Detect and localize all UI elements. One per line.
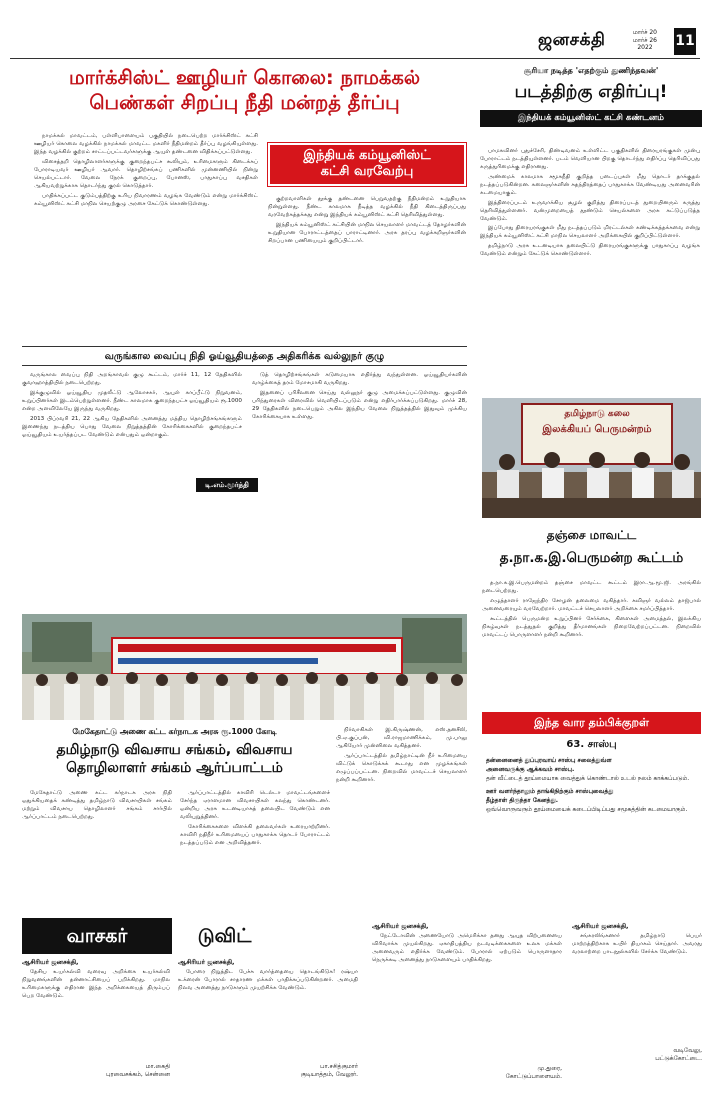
paragraph: 2013 பிப்ரவரி 21, 22 ஆகிய தேதிகளில் அனைத்து மத்திய தொழிற்சங்கங்களும் இணைந்து நடத்திய பொது வேலை நிறுத்தத்தின் கோரிக்கைகளில் குறைந்தபட்ச ஓய்வூதியம் உயர்த்தப்பட வேண்டும் என்பதும் ஒன்றாகும். bbox=[22, 415, 242, 438]
letter-text: போரை நிறுத்திட பேச்சு வார்த்தையை தொடங்கிடுக! ரஷ்யா உக்ரைன் போரால் சாதாரண மக்கள் பாதிக்கப்படுகின்றனர். அமைதி நிலவ அனைத்து நாடுகளும் முயற்சிக்க வேண்டும். bbox=[178, 969, 358, 991]
farmers-body-col3 bbox=[336, 727, 467, 912]
paragraph: இப்போது திரையரங்குகள் மீது நடத்தப்படும் மிரட்டல்கள் கண்டிக்கத்தக்கவை என்று இந்தியக் கம்யூனிஸ்ட் கட்சி மாநில செயலாளர் அறிக்கையில் குறிப்பிட்டுள்ளார். bbox=[480, 225, 700, 240]
paragraph: எழுத்தாளர் ராஜேந்திர சோழன் தலைமை வகித்தார். கவிஞர் வல்லம் தாஜ்பால் அனைவரையும் வரவேற்றார். மாவட்டச் செயலாளர் அறிக்கை சமர்ப்பித்தார். bbox=[482, 597, 701, 612]
film-subhead-box: இந்தியக் கம்யூனிஸ்ட் கட்சி கண்டனம் bbox=[480, 110, 702, 127]
paragraph: த.நா.க.இ.பெருமன்றம் தஞ்சை மாவட்ட கூட்டம் இரா.ஆ.மூ.ஜி. அரங்கில் நடைபெற்றது. bbox=[482, 580, 701, 594]
protest-photo-image bbox=[22, 614, 467, 720]
farmers-body-col2 bbox=[180, 790, 330, 912]
lead-headline-line: மார்க்சிஸ்ட் ஊழியர் கொலை: நாமக்கல் bbox=[68, 66, 421, 89]
letters-header bbox=[22, 918, 277, 954]
pension-headline-bar bbox=[22, 346, 467, 366]
letter-salutation: ஆசிரியர் ஜனசக்தி, bbox=[572, 922, 629, 930]
letter-card bbox=[178, 958, 358, 1102]
letter-place: பட்டுக்கோட்டை. bbox=[655, 1055, 702, 1062]
letter-salutation: ஆசிரியர் ஜனசக்தி, bbox=[178, 958, 235, 966]
couplet-line: தன்னைனைத் துப்புரவாய் சாஸ்பு சலைத்துவ்ள bbox=[486, 757, 612, 764]
paragraph: நிர்வாகிகள் இ.கிருஷ்ணன், எஸ்.தனசீலி, பி.ஏ.குப்பன், வி.ராஜமாணிக்கம், மு.பாலு ஆகியோர் முன்னிலை வகித்தனர். bbox=[336, 727, 467, 749]
letters-header-tail: டுவிட் bbox=[197, 925, 252, 947]
page-number: 11 bbox=[674, 28, 696, 55]
thanjavur-headings bbox=[482, 528, 701, 568]
thanjavur-headline: த.நா.க.இ.பெருமன்ற கூட்டம் bbox=[499, 550, 684, 566]
masthead bbox=[0, 0, 723, 62]
cpi-box-title bbox=[268, 143, 466, 186]
paragraph: இந்தியக் கம்யூனிஸ்ட் கட்சியின் மாநில செயலாளர் மாவட்டத் தோழர்களின் உறுதியான போராட்டத்தைப் பாராட்டினார். அரசு தரப்பு வழக்கறிஞர்களின் சிறப்பான பணியையும் குறிப்பிட்டார். bbox=[268, 221, 466, 244]
masthead-rule bbox=[10, 58, 700, 59]
farmers-kicker: மேகேதாட்டு அணை கட்ட கர்நாடக அரசு ரூ.1000 கோடி bbox=[72, 727, 277, 736]
letter-place: புரவைசக்கம், சென்னை bbox=[106, 1071, 170, 1078]
letter-place: குடியாத்தம், வேலூர். bbox=[300, 1071, 358, 1078]
couplet-line: ஒவ்வொருவரும் தூய்மையைக் கடைப்பிடிப்பது சமூகத்தின் கடமையாகும். bbox=[486, 806, 688, 813]
paragraph: குற்றவாளிகள் தூக்கு தண்டனை பெறுவதற்கு நீதிமன்றம் உறுதியாக நின்றுள்ளது. நீண்ட காலமாக நீடித்த வழக்கில் நீதி கிடைத்திருப்பது வரவேற்கத்தக்கது என்று இந்தியக் கம்யூனிஸ்ட் கட்சி தெரிவித்துள்ளது. bbox=[268, 196, 466, 218]
photo-banner-text bbox=[526, 408, 668, 437]
lead-headline bbox=[22, 66, 467, 116]
letter-signature: பா.சசித்குமார் bbox=[320, 1063, 358, 1070]
banner-line: இலக்கியப் பெருமன்றம் bbox=[542, 423, 652, 435]
couplet-box bbox=[482, 712, 701, 912]
date-line: மார்ச் 26 bbox=[633, 36, 657, 44]
letter-text: தேசிய உயர்கல்வி வரைவு அறிக்கை உயர்கல்வி நிறுவனங்களின் தன்னாட்சியைப் பறிக்கிறது. மாநில உரிமைகளுக்கு எதிரான இந்த அறிக்கையைத் திரும்பப் பெற வேண்டும். bbox=[22, 969, 170, 999]
letter-text: நேட்டோவின் அணையோடு அமெரிக்கா தனது ஆயுத விற்பனையை விரிவாக்க முயல்கிறது. ஏகாதிபத்திய நடவடிக்கைகளை உலக மக்கள் அனைவரும் எதிர்க்க வேண்டும். போரால் ஏற்படும் பொருளாதார நெருக்கடி அனைத்து நாடுகளையும் பாதிக்கிறது. bbox=[372, 933, 562, 963]
letters-header-main: வாசகர் bbox=[22, 918, 172, 954]
paragraph: ஆர்ப்பாட்டத்தில் தமிழ்நாட்டின் நீர் உரிமையை விட்டுக் கொடுக்கக் கூடாது என முழக்கங்கள் எழுப்பப்பட்டன. நிறைவில் மாவட்டச் செயலாளர் நன்றி கூறினார். bbox=[336, 752, 467, 783]
letter-salutation: ஆசிரியர் ஜனசக்தி, bbox=[372, 922, 429, 930]
paragraph: இக்குழுவில் ஓய்வூதிய முதலீட்டு ஆலோசகர், ஆயுள் காப்பீட்டு நிறுவனம், உறுப்பினர்கள் இடம்பெற்றுள்ளனர். நீண்ட காலமாக குறைந்தபட்ச ஓய்வூதியம் ரூ.1000 என்ற அளவிலேயே இருந்து வருகிறது. bbox=[22, 389, 242, 412]
pension-headline: வருங்கால வைப்பு நிதி ஓய்வூதியத்தை அதிகரிக்க வல்லுநர் குழு bbox=[104, 351, 385, 362]
paper-name: ஜனசக்தி bbox=[538, 30, 606, 50]
cpi-welcome-box bbox=[268, 143, 466, 186]
date-block bbox=[633, 29, 657, 52]
date-line: மார்ச் 20 bbox=[633, 29, 657, 36]
farmers-headline bbox=[22, 741, 327, 777]
film-kicker: சூரியா நடித்த 'எதற்கும் துணிந்தவன்' bbox=[523, 66, 659, 75]
letter-text: சங்கரலிங்கனார் தமிழ்நாடு பெயர் மாற்றத்திற்காக உயிர் தியாகம் செய்தார். அவரது வரலாற்றை பாடநூல்களில் சேர்க்க வேண்டும். bbox=[572, 933, 702, 955]
film-headline: படத்திற்கு எதிர்ப்பு! bbox=[514, 82, 668, 102]
paragraph: பாதிக்கப்பட்ட குடும்பத்திற்கு உரிய நிவாரணம் வழங்க வேண்டும் என்று மார்க்சிஸ்ட் கம்யூனிஸ்ட் கட்சி மாநில செயற்குழு அரசை கேட்டுக் கொண்டுள்ளது. bbox=[34, 192, 258, 207]
cpi-box-body bbox=[268, 196, 466, 341]
paragraph: ஆர்ப்பாட்டத்தில் காவிரி டெல்டா மாவட்டங்களைச் சேர்ந்த ஏராளமான விவசாயிகள் கலந்து கொண்டனர். ஒன்றிய அரசு உடனடியாகத் தலையிட வேண்டும் என வலியுறுத்தினர். bbox=[180, 790, 330, 820]
paragraph: நாமக்கல் மாவட்டம், பள்ளிபாளையம் பகுதியில் நடைபெற்ற மார்க்சிஸ்ட் கட்சி ஊழியர் கொலை வழக்கில் நாமக்கல் மாவட்ட மகளிர் நீதிமன்றம் தீர்ப்பு வழங்கியுள்ளது. இந்த வழக்கில் குற்றம் சாட்டப்பட்டவர்களுக்கு ஆயுள் தண்டனை விதிக்கப்பட்டுள்ளது. bbox=[34, 133, 258, 155]
cpi-box-title-line: கட்சி வரவேற்பு bbox=[320, 164, 414, 180]
lead-headline-line: பெண்கள் சிறப்பு நீதி மன்றத் தீர்ப்பு bbox=[89, 90, 400, 114]
paragraph: டுத் தொழிற்சங்கங்கள் கடுமையாக எதிர்த்து வந்துள்ளன. ஓய்வூதியர்களின் வாழ்க்கைத் தரம் மோசமாகி வருகிறது. bbox=[252, 372, 467, 386]
paragraph: இத்திரைப்படம் உருவாக்கிய சூழல் குறித்து திரைப்படத் துறையினரும் கருத்து தெரிவித்துள்ளனர். வன்முறையைத் தூண்டும் செயல்களை அரசு கட்டுப்படுத்த வேண்டும். bbox=[480, 199, 700, 222]
paragraph: மேகேதாட்டு அணை கட்ட கர்நாடக அரசு நிதி ஒதுக்கியதைக் கண்டித்து தமிழ்நாடு விவசாயிகள் சங்கம் மற்றும் விவசாய தொழிலாளர் சங்கம் சார்பில் ஆர்ப்பாட்டம் நடைபெற்றது. bbox=[22, 790, 172, 820]
banner-line: தமிழ்நாடு கலை bbox=[564, 409, 630, 419]
date-line: 2022 bbox=[637, 44, 653, 51]
farmers-headline-line: தமிழ்நாடு விவசாய சங்கம், விவசாய bbox=[56, 742, 293, 758]
letter-card bbox=[372, 922, 562, 1102]
couplet-line: தீழ்தாள் திருந்தா கேனத்து. bbox=[486, 797, 559, 804]
thanjavur-meeting-photo bbox=[482, 398, 701, 518]
paragraph: இதனைப் பரிசீலனை செய்து வல்லுநர் குழு அமைக்கப்பட்டுள்ளது. குழுவின் பரிந்துரைகள் விரைவில் வெளியிடப்படும் என்று எதிர்பார்க்கப்படுகிறது. மார்ச் 28, 29 தேதிகளில் நடைபெறும் அகில இந்திய வேலை நிறுத்தத்தில் இதுவும் முக்கிய கோரிக்கையாக உள்ளது. bbox=[252, 389, 467, 420]
letter-signature: மா.கைதி bbox=[145, 1063, 170, 1070]
film-article-body bbox=[480, 148, 700, 395]
couplet-line: தன் வீட்டைத் தூய்மையாக வைத்துக் கொண்டால் உடல் நலம் காக்கப்படும். bbox=[486, 775, 690, 782]
thanjavur-body bbox=[482, 580, 701, 705]
cpi-box-title-line: இந்தியக் கம்யூனிஸ்ட் bbox=[303, 148, 431, 163]
couplet-line: அனைவருக்கு ஆக்கவம் சாஸ்பு. bbox=[486, 766, 575, 773]
farmers-body-col1 bbox=[22, 790, 172, 912]
pension-body-col2 bbox=[252, 372, 467, 602]
film-article bbox=[480, 66, 702, 127]
couplet-box-title: இந்த வார தம்பிக்குறள் bbox=[482, 712, 701, 734]
paragraph: கூட்டத்தில் பெருமன்ற உறுப்பினர் சேர்க்கை, கிளைகள் அமைத்தல், இலக்கிய நிகழ்வுகள் நடத்துதல் குறித்து தீர்மானங்கள் நிறைவேற்றப்பட்டன. நிறைவில் மாவட்டப் பொருளாளர் நன்றி கூறினார். bbox=[482, 615, 701, 638]
paragraph: வருங்கால வைப்பு நிதி அறங்காவல் குழு கூட்டம், மார்ச் 11, 12 தேதிகளில் குவாஹாத்தியில் நடைபெற்றது. bbox=[22, 372, 242, 386]
letter-place: கோட்டுப்பாளையம். bbox=[505, 1073, 562, 1080]
paragraph: தமிழ்நாடு அரசு உடனடியாக தலையிட்டு திரையரங்குகளுக்கு பாதுகாப்பு வழங்க வேண்டும் என்றும் கேட்டுக் கொண்டுள்ளார். bbox=[480, 243, 700, 258]
couplet-line: ஊர் வளர்ந்தாலும் தாங்கிநிற்கும் சாஸ்புவைத்து bbox=[486, 788, 614, 795]
letter-signature: வடிவேலு, bbox=[673, 1047, 702, 1054]
farmers-headline-line: தொழிலாளர் சங்கம் ஆர்ப்பாட்டம் bbox=[66, 760, 283, 777]
protest-photo bbox=[22, 614, 467, 720]
lead-body bbox=[34, 133, 258, 343]
thanjavur-subhead: தஞ்சை மாவட்ட bbox=[546, 528, 637, 542]
letter-signature: மு.துரை, bbox=[537, 1065, 562, 1072]
paragraph: விசைத்தறி தொழிலாளர்களுக்கு குறைந்தபட்ச கூலியும், உரிமைகளும் கிடைக்கப் போராடியவர் ஊழியர் ஆவார். தொழிற்சங்கப் பணிகளில் முன்னணியில் நின்று செயல்பட்டார். வேலை நேரக் குறைப்பு, போனஸ், பாதுகாப்பு வசதிகள் ஆகியவற்றுக்காக தொடர்ந்து குரல் கொடுத்தார். bbox=[34, 158, 258, 189]
paragraph: கோரிக்கைகளை விளக்கி தலைவர்கள் உரையாற்றினர். காவிரி நதிநீர் உரிமையைப் பாதுகாக்க தொடர் போராட்டம் நடத்தப்படும் என அறிவித்தனர். bbox=[180, 823, 330, 846]
paragraph: பாமகவினர் புதுச்சேரி, திண்டிவனம் உள்ளிட்ட பகுதிகளில் திரையரங்குகள் முன்பு போராட்டம் நடத்தியுள்ளனர். படம் வெளியான பிறகு தொடர்ந்து எதிர்ப்பு தெரிவிப்பது கருத்துரிமைக்கு எதிரானது. bbox=[480, 148, 700, 170]
couplet-lines bbox=[482, 756, 701, 814]
couplet-subtitle: 63. சாஸ்பு bbox=[566, 739, 617, 750]
letter-card bbox=[572, 922, 702, 1102]
pension-byline: டி.எம்.மூர்த்தி bbox=[196, 478, 258, 492]
letter-card bbox=[22, 958, 170, 1102]
letter-salutation: ஆசிரியர் ஜனசக்தி, bbox=[22, 958, 79, 966]
paragraph: அண்மைக் காலமாக சமூகநீதி குறித்த படைப்புகள் மீது தொடர் தாக்குதல் நடத்தப்படுகின்றன. கலைஞர்களின் சுதந்திரத்தைப் பாதுகாக்க வேண்டியது அனைவரின் கடமையாகும். bbox=[480, 173, 700, 196]
